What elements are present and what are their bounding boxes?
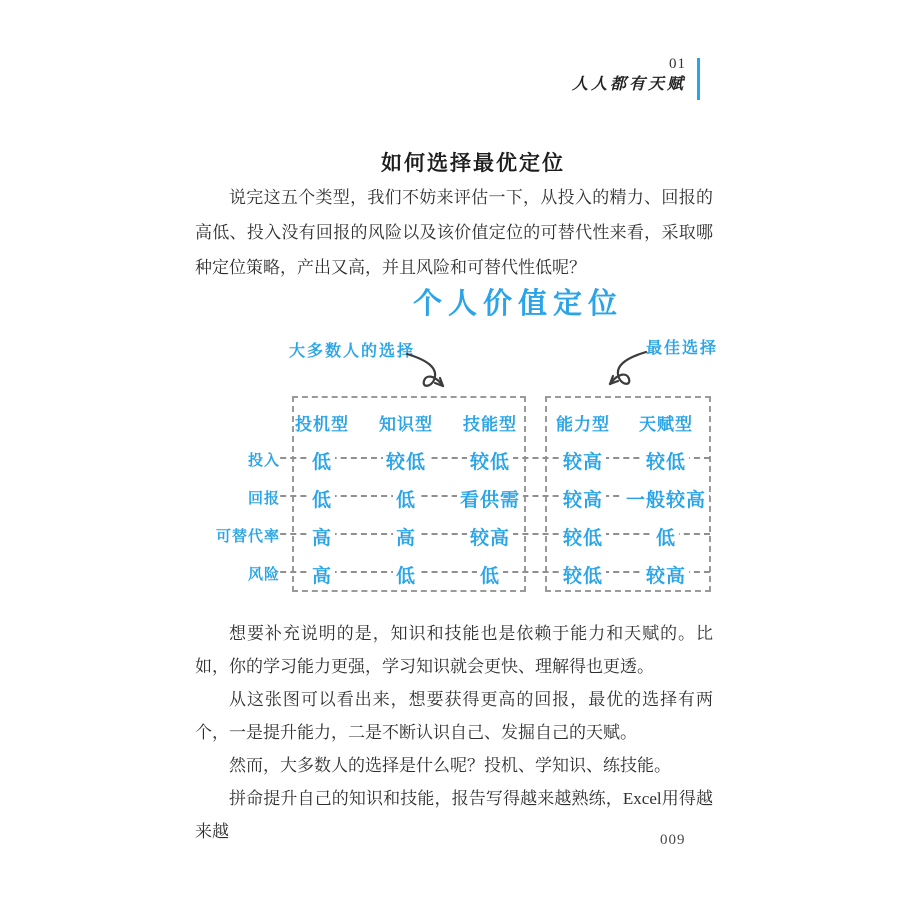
cell-value: 较高 <box>560 485 606 512</box>
row-label: 投入 <box>210 449 280 470</box>
cell-value: 低 <box>393 561 419 588</box>
row-label: 风险 <box>210 563 280 584</box>
page-number: 009 <box>660 832 686 848</box>
chapter-title: 人人都有天赋 <box>571 76 686 93</box>
cell-value: 高 <box>393 523 419 550</box>
diagram-label-majority: 大多数人的选择 <box>289 341 416 360</box>
intro-paragraph-block <box>195 180 713 285</box>
column-header: 能力型 <box>556 415 610 435</box>
paragraph: 从这张图可以看出来，想要获得更高的回报，最优的选择有两个，一是提升能力，二是不断认识自己、发掘自己的天赋。 <box>195 690 713 742</box>
cell-value: 较高 <box>643 561 689 588</box>
cell-value: 较高 <box>560 447 606 474</box>
cell-value: 看供需 <box>457 485 523 512</box>
cell-value: 较低 <box>560 561 606 588</box>
diagram-label-best: 最佳选择 <box>646 338 719 357</box>
row-label: 回报 <box>210 487 280 508</box>
section-title: 如何选择最优定位 <box>381 151 565 176</box>
column-header: 投机型 <box>295 415 349 435</box>
paragraph: 拼命提升自己的知识和技能，报告写得越来越熟练，Excel用得越来越 <box>195 789 713 841</box>
cell-value: 低 <box>477 561 503 588</box>
cell-value: 高 <box>309 561 335 588</box>
curved-arrow-left-icon <box>405 348 457 396</box>
cell-value: 低 <box>309 485 335 512</box>
cell-value: 较低 <box>643 447 689 474</box>
cell-value: 低 <box>309 447 335 474</box>
body-paragraph-block <box>195 617 713 848</box>
curved-arrow-right-icon <box>596 346 648 394</box>
running-head <box>572 57 686 93</box>
paragraph: 然而，大多数人的选择是什么呢？投机、学知识、练技能。 <box>229 756 671 775</box>
cell-value: 低 <box>653 523 679 550</box>
chapter-accent-bar <box>697 58 700 100</box>
chapter-number: 01 <box>669 56 686 72</box>
cell-value: 低 <box>393 485 419 512</box>
diagram-title: 个人价值定位 <box>412 286 624 320</box>
column-header: 技能型 <box>463 415 517 435</box>
column-header: 天赋型 <box>639 415 693 435</box>
cell-value: 较低 <box>467 447 513 474</box>
cell-value: 一般较高 <box>623 485 709 512</box>
cell-value: 较低 <box>383 447 429 474</box>
cell-value: 高 <box>309 523 335 550</box>
row-label: 可替代率 <box>210 525 280 546</box>
cell-value: 较低 <box>560 523 606 550</box>
cell-value: 较高 <box>467 523 513 550</box>
paragraph: 想要补充说明的是，知识和技能也是依赖于能力和天赋的。比如，你的学习能力更强，学习知识就会更快、理解得也更透。 <box>195 624 713 676</box>
column-header: 知识型 <box>379 415 433 435</box>
paragraph: 说完这五个类型，我们不妨来评估一下，从投入的精力、回报的高低、投入没有回报的风险以及该价值定位的可替代性来看，采取哪种定位策略，产出又高，并且风险和可替代性低呢？ <box>195 188 713 277</box>
